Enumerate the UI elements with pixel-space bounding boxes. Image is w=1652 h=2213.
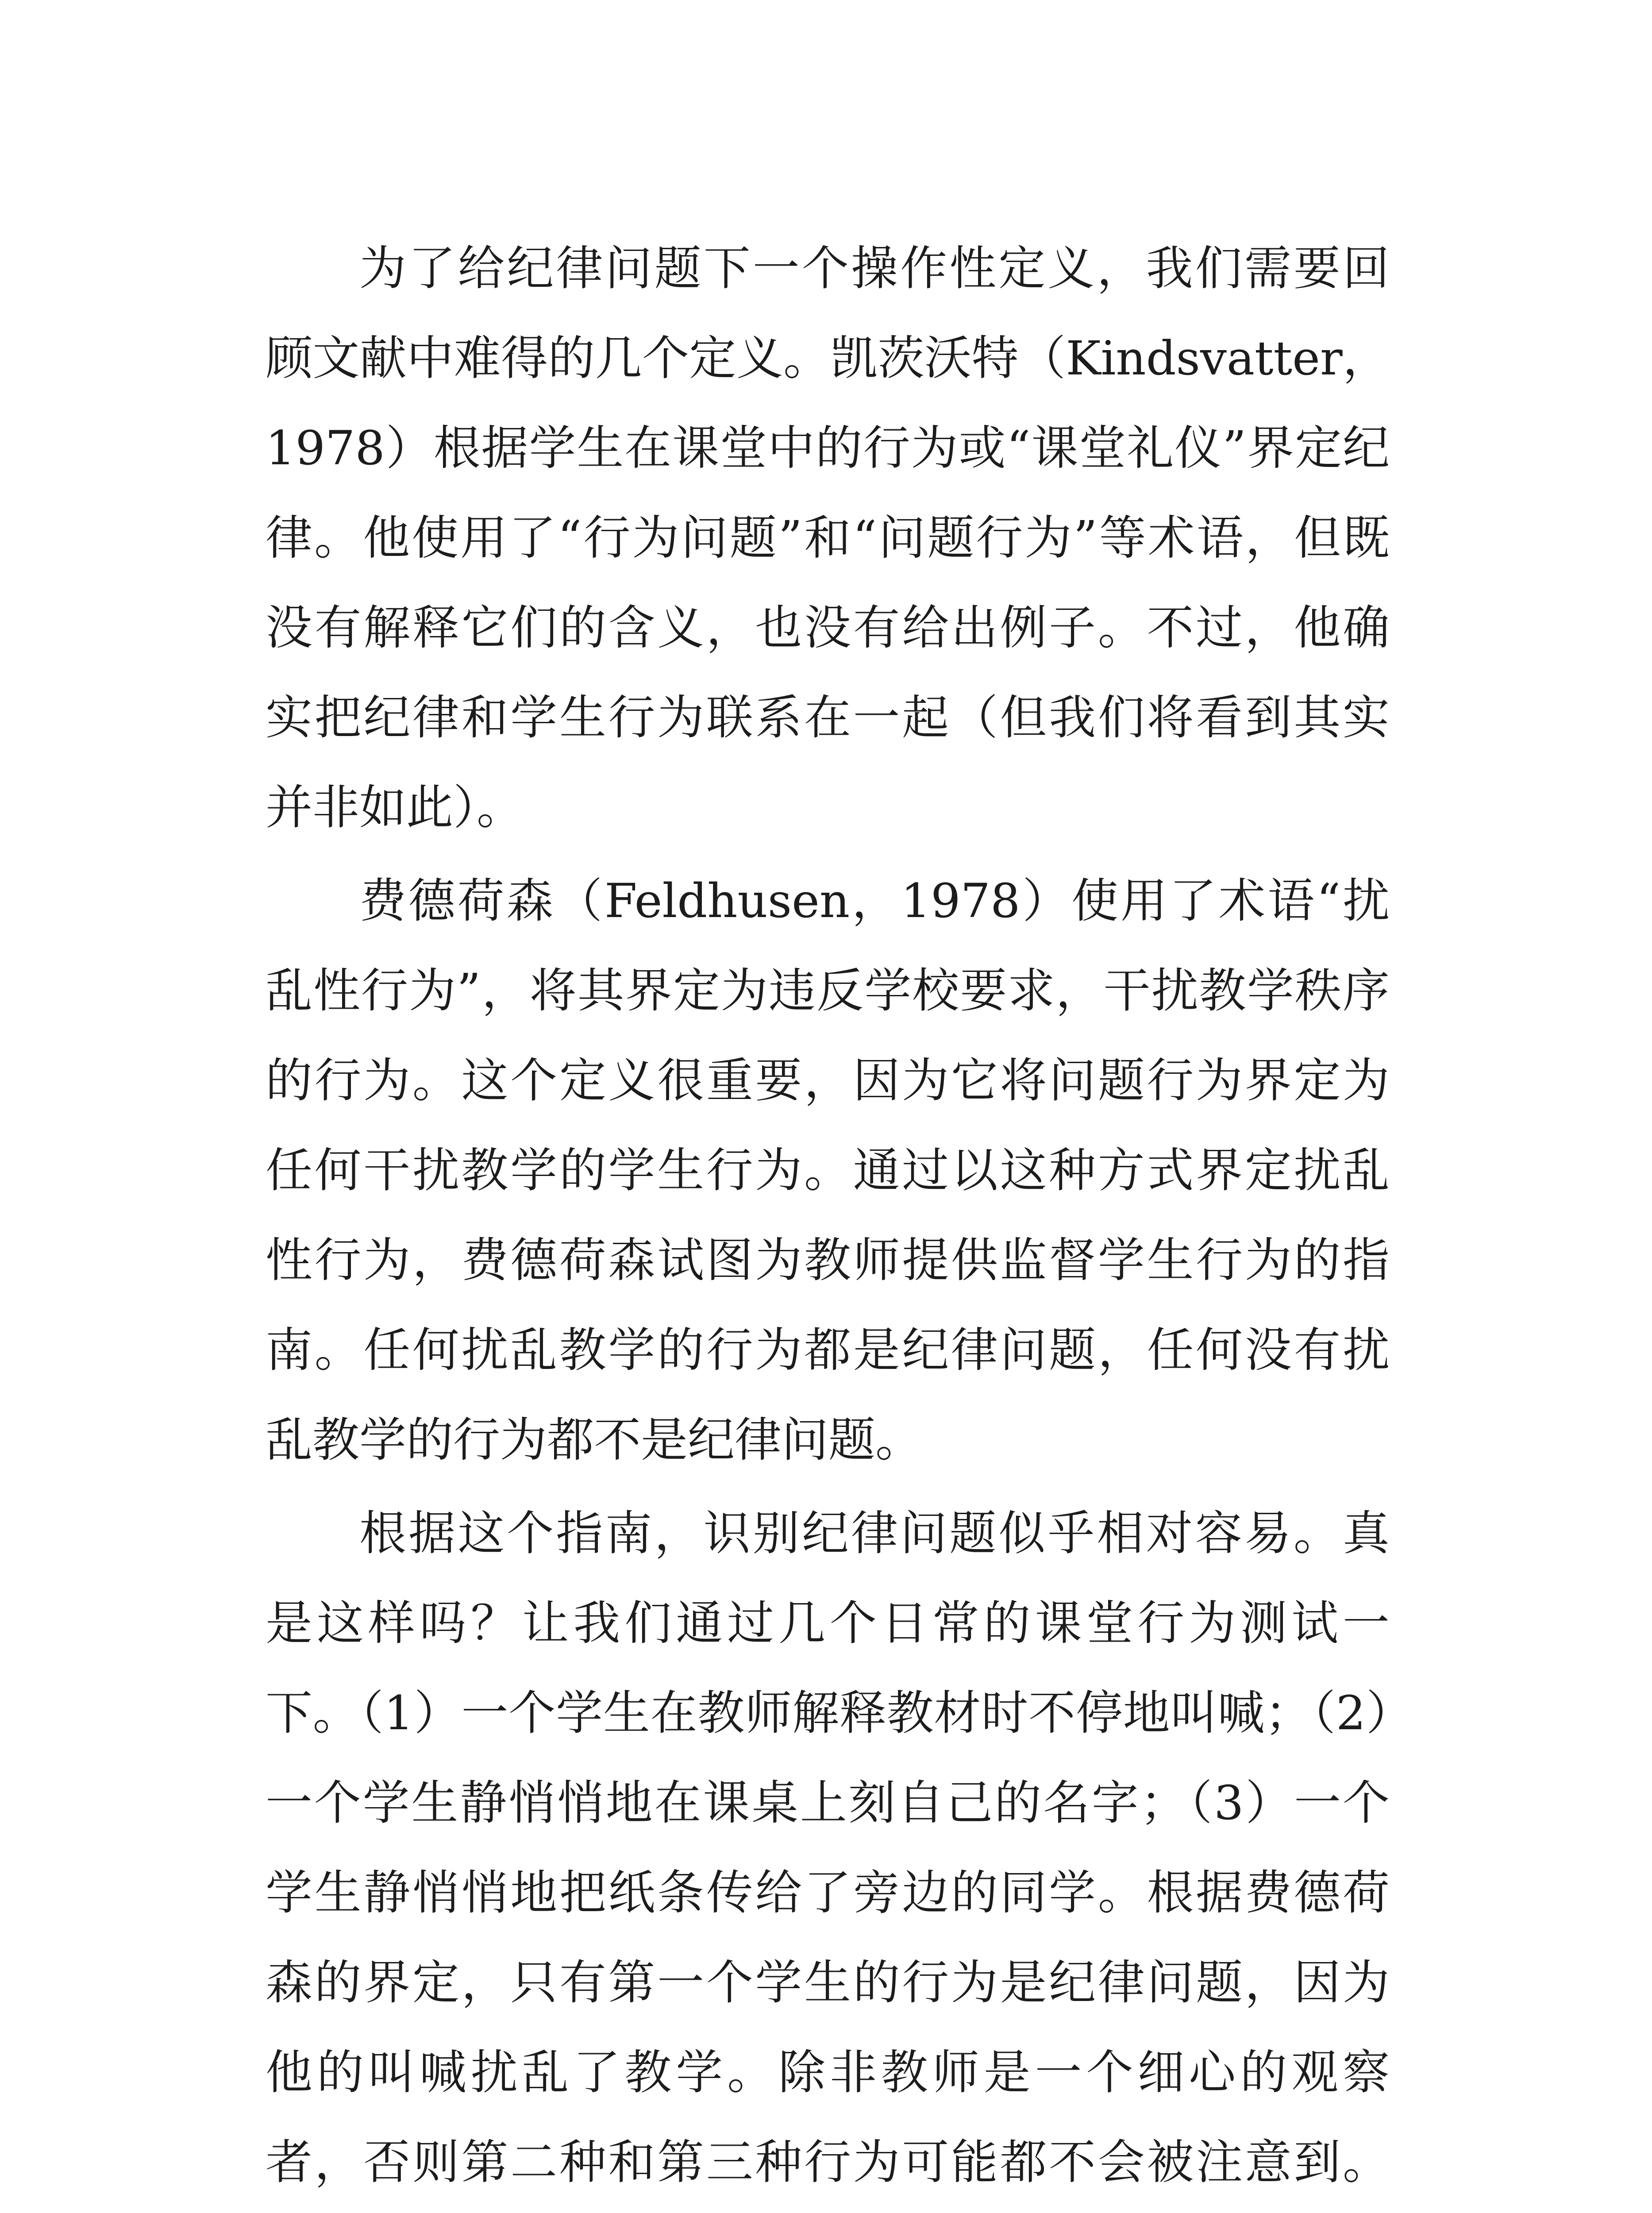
paragraph-kindsvatter-definition: 为了给纪律问题下一个操作性定义，我们需要回顾文献中难得的几个定义。凯茨沃特（Kindsvatter，1978）根据学生在课堂中的行为或“课堂礼仪”界定纪律。他使用了“行为问题”和“问题行为”等术语，但既没有解释它们的含义，也没有给出例子。不过，他确实把纪律和学生行为联系在一起（但我们将看到其实并非如此）。 bbox=[266, 241, 1390, 835]
paragraph-feldhusen-definition: 费德荷森（Feldhusen，1978）使用了术语“扰乱性行为”，将其界定为违反学校要求，干扰教学秩序的行为。这个定义很重要，因为它将问题行为界定为任何干扰教学的学生行为。通过以这种方式界定扰乱性行为，费德荷森试图为教师提供监督学生行为的指南。任何扰乱教学的行为都是纪律问题，任何没有扰乱教学的行为都不是纪律问题。 bbox=[266, 874, 1390, 1467]
body-text bbox=[266, 224, 1390, 2213]
paragraph-classroom-behavior-test: 根据这个指南，识别纪律问题似乎相对容易。真是这样吗？让我们通过几个日常的课堂行为测试一下。（1）一个学生在教师解释教材时不停地叫喊；（2）一个学生静悄悄地在课桌上刻自己的名字；（3）一个学生静悄悄地把纸条传给了旁边的同学。根据费德荷森的界定，只有第一个学生的行为是纪律问题，因为他的叫喊扰乱了教学。除非教师是一个细心的观察者，否则第二种和第三种行为可能都不会被注意到。 bbox=[266, 1506, 1390, 2190]
